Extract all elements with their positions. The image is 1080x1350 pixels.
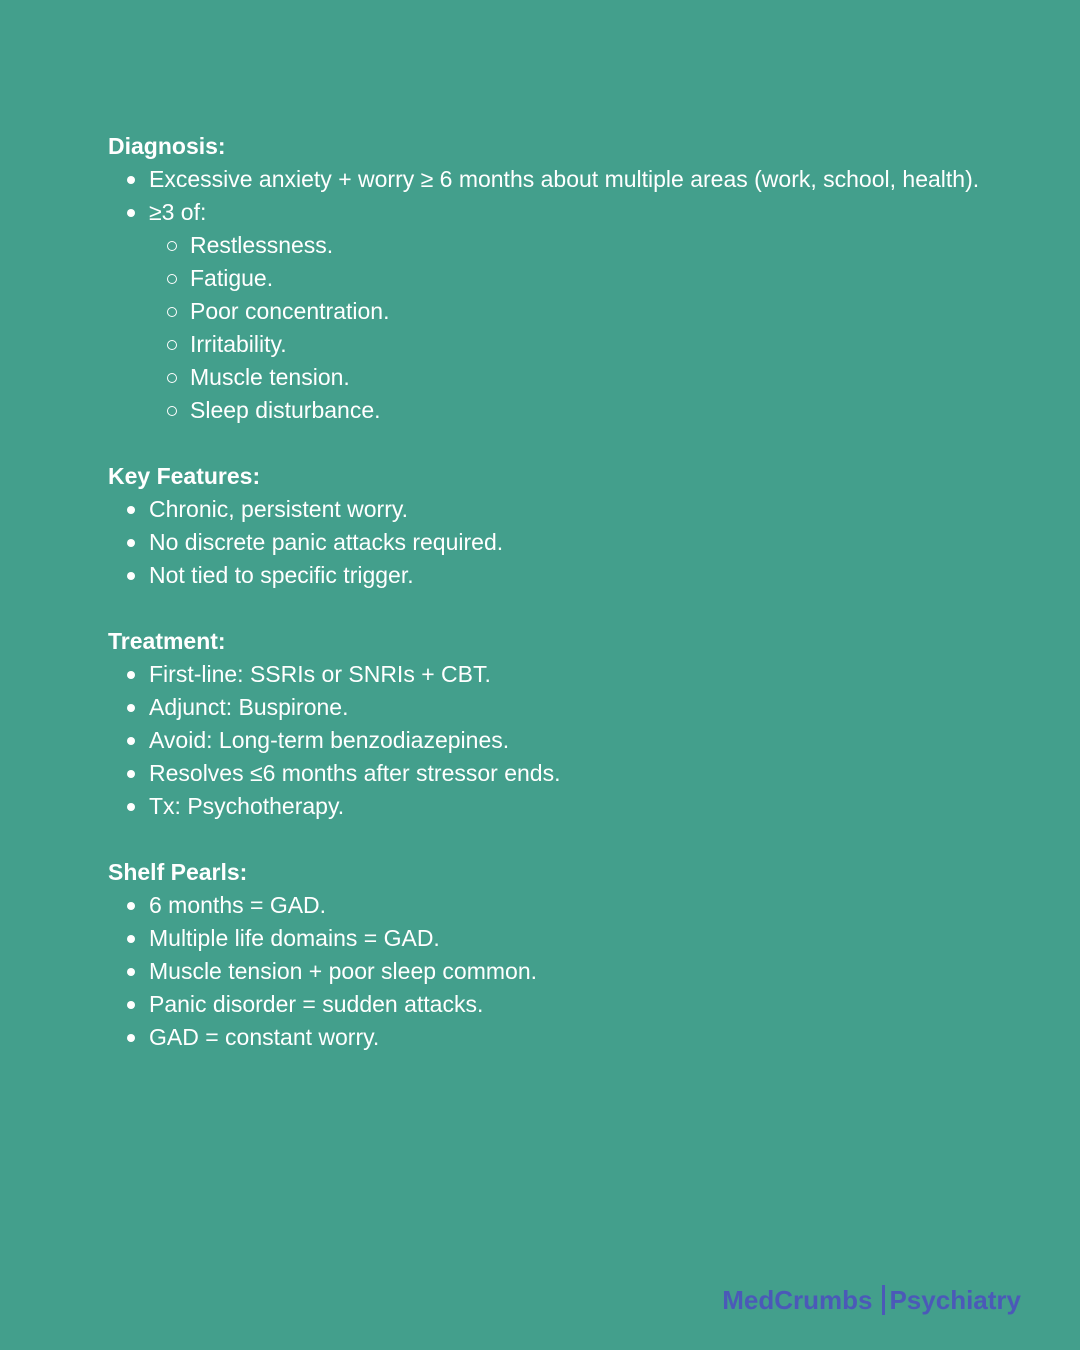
bullet-dot-icon [127,176,135,184]
bullet-dot-icon [127,704,135,712]
list-item [108,1021,988,1054]
section-diagnosis [108,130,988,427]
list-item-text: Muscle tension + poor sleep common. [149,958,538,984]
sub-list-item-text: Sleep disturbance. [190,397,381,423]
bullet-circle-icon [167,241,177,251]
section-title: Key Features: [108,463,261,489]
list-item [108,691,988,724]
sub-list-item-text: Poor concentration. [190,298,390,324]
bullet-circle-icon [167,406,177,416]
section-title: Shelf Pearls: [108,859,248,885]
bullet-dot-icon [127,209,135,217]
sub-list-item [108,295,988,328]
list-item [108,163,988,196]
sub-bullet-list [149,229,988,427]
list-item-text: 6 months = GAD. [149,892,327,918]
sub-list-item-text: Fatigue. [190,265,274,291]
list-item [108,526,988,559]
list-item [108,196,988,427]
bullet-dot-icon [127,539,135,547]
sub-list-item [108,394,988,427]
bullet-dot-icon [127,671,135,679]
bullet-dot-icon [127,1001,135,1009]
bullet-dot-icon [127,737,135,745]
section-treatment [108,625,988,823]
list-item [108,559,988,592]
brand-divider [882,1285,885,1315]
bullet-dot-icon [127,968,135,976]
brand-subject: Psychiatry [889,1285,1021,1315]
section-title: Treatment: [108,628,226,654]
list-item [108,922,988,955]
list-item [108,955,988,988]
list-item-text: GAD = constant worry. [149,1024,380,1050]
list-item-text: No discrete panic attacks required. [149,529,504,555]
bullet-list [108,889,988,1054]
bullet-circle-icon [167,373,177,383]
list-item [108,757,988,790]
bullet-dot-icon [127,770,135,778]
bullet-circle-icon [167,274,177,284]
list-item-text: Excessive anxiety + worry ≥ 6 months about multiple areas (work, school, health). [149,166,980,192]
sub-list-item [108,262,988,295]
bullet-circle-icon [167,340,177,350]
bullet-list [108,658,988,823]
sub-list-item [108,328,988,361]
list-item-text: ≥3 of: [149,199,207,225]
notes-content [108,130,988,1087]
list-item-text: Chronic, persistent worry. [149,496,409,522]
brand-logo [722,1284,1021,1316]
bullet-dot-icon [127,1034,135,1042]
sub-list-item [108,229,988,262]
list-item [108,889,988,922]
list-item-text: First-line: SSRIs or SNRIs + CBT. [149,661,491,687]
list-item [108,493,988,526]
section-title: Diagnosis: [108,133,226,159]
bullet-list [108,493,988,592]
bullet-dot-icon [127,902,135,910]
list-item-text: Avoid: Long-term benzodiazepines. [149,727,510,753]
bullet-list [108,163,988,427]
list-item [108,790,988,823]
list-item-text: Tx: Psychotherapy. [149,793,345,819]
bullet-dot-icon [127,803,135,811]
bullet-dot-icon [127,506,135,514]
list-item [108,724,988,757]
sub-list-item [108,361,988,394]
list-item [108,658,988,691]
sub-list-item-text: Muscle tension. [190,364,350,390]
bullet-circle-icon [167,307,177,317]
section-key-features [108,460,988,592]
list-item-text: Resolves ≤6 months after stressor ends. [149,760,561,786]
bullet-dot-icon [127,572,135,580]
sub-list-item-text: Restlessness. [190,232,334,258]
list-item-text: Adjunct: Buspirone. [149,694,349,720]
list-item-text: Not tied to specific trigger. [149,562,414,588]
list-item-text: Multiple life domains = GAD. [149,925,440,951]
list-item-text: Panic disorder = sudden attacks. [149,991,484,1017]
section-shelf-pearls [108,856,988,1054]
sub-list-item-text: Irritability. [190,331,287,357]
brand-name: MedCrumbs [722,1285,873,1315]
list-item [108,988,988,1021]
bullet-dot-icon [127,935,135,943]
